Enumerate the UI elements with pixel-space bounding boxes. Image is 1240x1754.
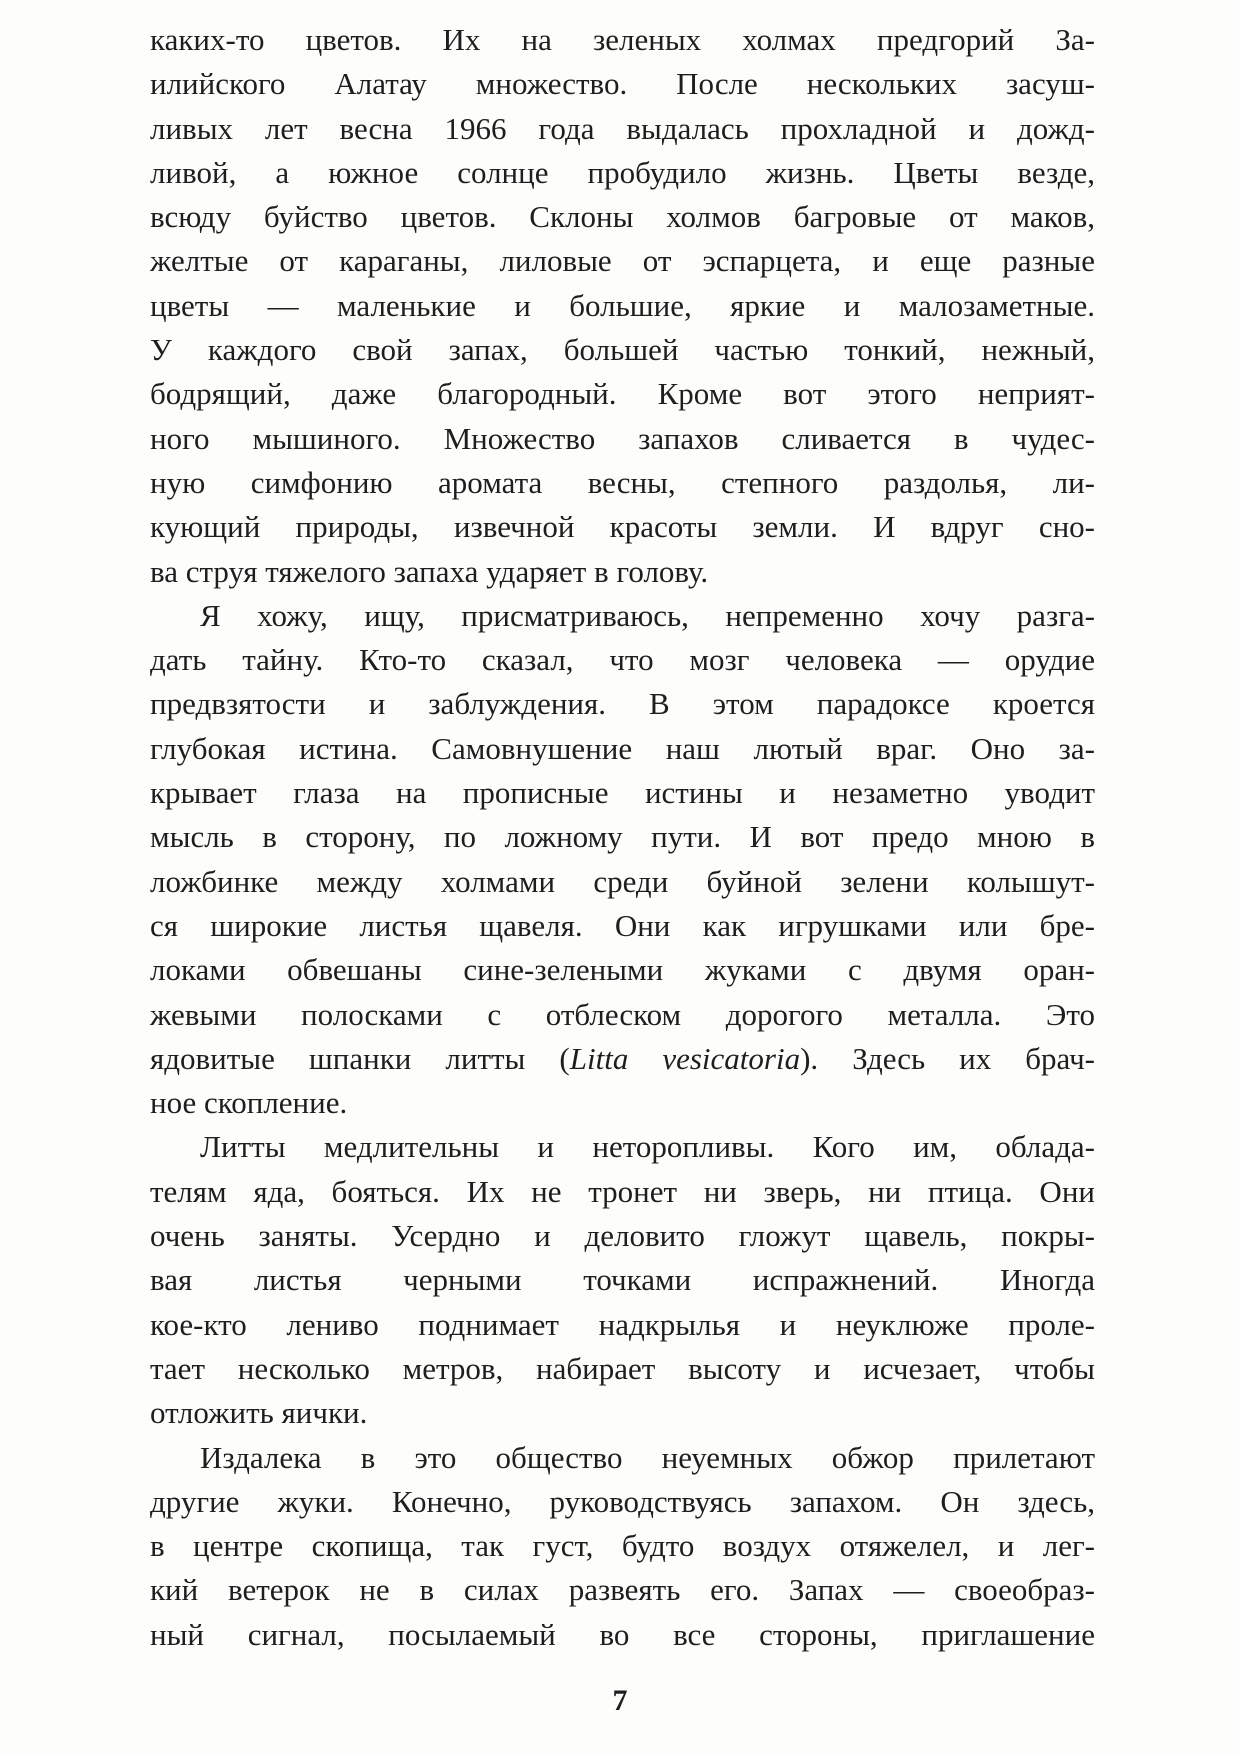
text-line: ный сигнал, посылаемый во все стороны, приглашение [150,1616,1095,1652]
text-line: дать тайну. Кто-то сказал, что мозг человека — орудие [150,642,1095,678]
paragraph-1 [150,18,1095,594]
text-line: крывает глаза на прописные истины и незаметно уводит [150,775,1095,811]
text-line-with-latin-name: ядовитые шпанки литты (Litta vesicatoria). Здесь их брач- [150,1040,1095,1076]
text-line: кующий природы, извечной красоты земли. И вдруг сно- [150,509,1095,545]
text-line: предвзятости и заблуждения. В этом парадоксе кроется [150,686,1095,722]
text-line: глубокая истина. Самовнушение наш лютый враг. Оно за- [150,730,1095,766]
text-line: вая листья черными точками испражнений. Иногда [150,1262,1095,1298]
text-line: в центре скопища, так густ, будто воздух отяжелел, и лег- [150,1528,1095,1564]
text-line: тает несколько метров, набирает высоту и исчезает, чтобы [150,1350,1095,1386]
text-line: ную симфонию аромата весны, степного раздолья, ли- [150,464,1095,500]
text-line: ного мышиного. Множество запахов сливается в чудес- [150,420,1095,456]
text-line: отложить яички. [150,1395,368,1431]
text-line: Я хожу, ищу, присматриваюсь, непременно хочу разга- [200,597,1095,633]
text-line: цветы — маленькие и большие, яркие и малозаметные. [150,287,1095,323]
text-line: бодрящий, даже благородный. Кроме вот этого неприят- [150,376,1095,412]
text-line: локами обвешаны сине-зелеными жуками с двумя оран- [150,952,1095,988]
text-line: желтые от караганы, лиловые от эспарцета, и еще разные [150,243,1095,279]
page-number: 7 [612,1684,628,1717]
text-line: всюду буйство цветов. Склоны холмов багровые от маков, [150,199,1095,235]
text-line: очень заняты. Усердно и деловито гложут щавель, покры- [150,1218,1095,1254]
text-line: жевыми полосками с отблеском дорогого металла. Это [150,996,1095,1032]
text-line: ливых лет весна 1966 года выдалась прохладной и дожд- [150,110,1095,146]
text-line: Издалека в это общество неуемных обжор прилетают [200,1439,1095,1475]
body-text [150,18,1095,1657]
text-line: илийского Алатау множество. После нескольких засуш- [150,66,1095,102]
text-line: мысль в сторону, по ложному пути. И вот предо мною в [150,819,1095,855]
text-line: ложбинке между холмами среди буйной зелени колышут- [150,863,1095,899]
paragraph-3 [150,1125,1095,1435]
text-line: телям яда, бояться. Их не тронет ни зверь, ни птица. Они [150,1173,1095,1209]
text-line: ное скопление. [150,1085,348,1121]
text-line: каких-то цветов. Их на зеленых холмах предгорий За- [150,22,1095,57]
text-line: ся широкие листья щавеля. Они как игрушками или бре- [150,907,1095,943]
text-line: ливой, а южное солнце пробудило жизнь. Цветы везде, [150,154,1095,190]
text-line: кий ветерок не в силах развеять его. Запах — своеобраз- [150,1572,1095,1608]
text-line: У каждого свой запах, большей частью тонкий, нежный, [150,332,1095,368]
paragraph-4 [150,1436,1095,1657]
paragraph-2 [150,594,1095,1126]
text-line: кое-кто лениво поднимает надкрылья и неуклюже проле- [150,1306,1095,1342]
text-line: другие жуки. Конечно, руководствуясь запахом. Он здесь, [150,1483,1095,1519]
text-line: Литты медлительны и неторопливы. Кого им, облада- [200,1129,1095,1165]
text-line: ва струя тяжелого запаха ударяет в голову. [150,553,709,589]
